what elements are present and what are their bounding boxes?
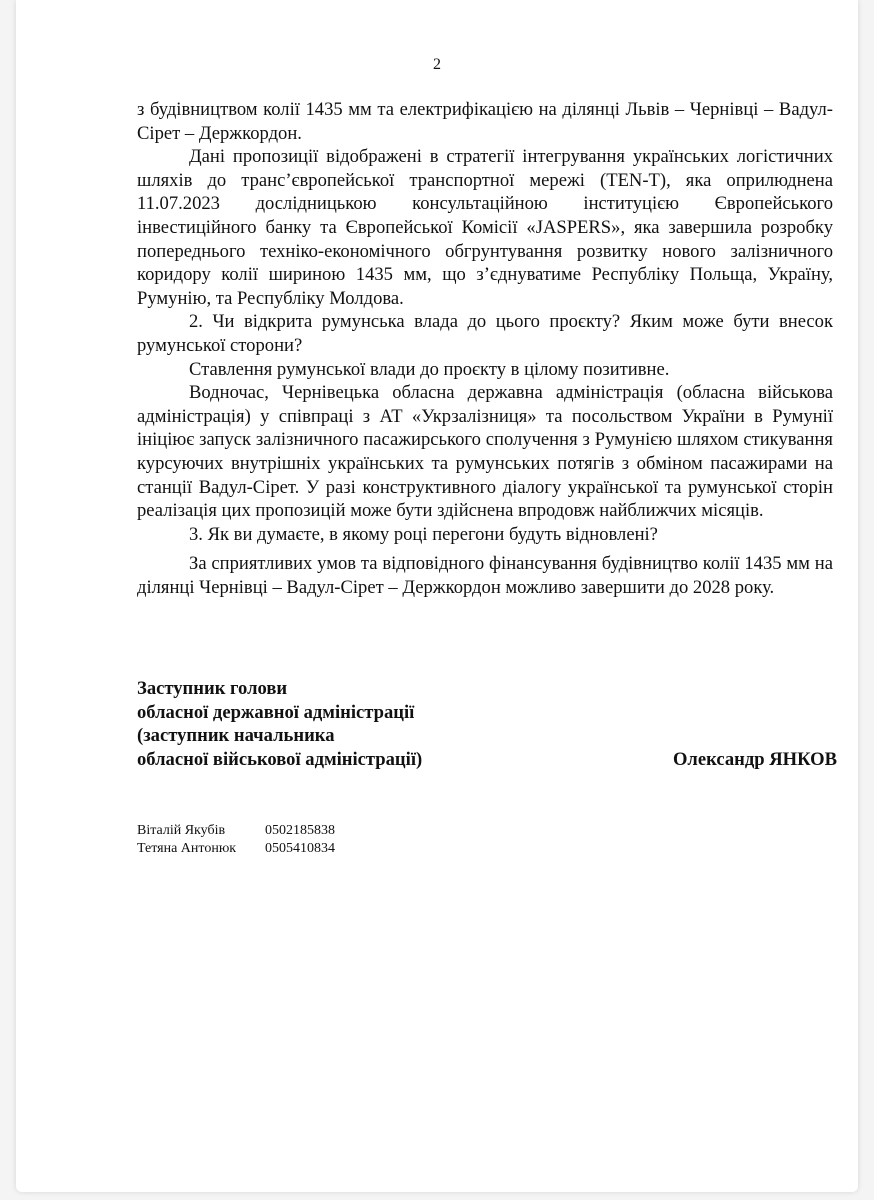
question-paragraph: 2. Чи відкрита румунська влада до цього проєкту? Яким може бути внесок румунської сторони? — [137, 311, 833, 356]
paragraph: з будівництвом колії 1435 мм та електрифікацією на ділянці Львів – Чернівці – Вадул-Сірет – Держкордон. — [137, 99, 833, 144]
signer-title-line: Заступник голови — [137, 678, 288, 699]
signer-title-line: обласної військової адміністрації) — [137, 748, 423, 770]
signer-title-line: обласної державної адміністрації — [137, 701, 415, 723]
paragraph: Ставлення румунської влади до проєкту в цілому позитивне. — [189, 358, 670, 380]
paragraph: Дані пропозиції відображені в стратегії інтегрування українських логістичних шляхів до транс’європейської транспортної мережі (TEN-T), яка оприлюднена 11.07.2023 дослідницькою консультаційною інституцією Європейського інвестиційного банку та Європейської Комісії «JASPERS», яка завершила розробку попереднього техніко-економічного обгрунтування розвитку нового залізничного коридору колії шириною 1435 мм, що з’єднуватиме Республіку Польща, Україну, Румунію, та Республіку Молдова. — [137, 146, 833, 309]
page-number: 2 — [433, 56, 441, 73]
contact-name: Віталій Якубів — [137, 823, 226, 838]
contacts-block — [137, 822, 335, 858]
paragraph: За сприятливих умов та відповідного фінансування будівництво колії 1435 мм на ділянці Чернівці – Вадул-Сірет – Держкордон можливо завершити до 2028 року. — [137, 553, 833, 598]
contact-name: Тетяна Антонюк — [137, 841, 237, 856]
question-paragraph: 3. Як ви думаєте, в якому році перегони будуть відновлені? — [189, 523, 658, 545]
contact-row — [137, 822, 335, 840]
contact-phone: 0502185838 — [265, 823, 335, 838]
signer-name: Олександр ЯНКОВ — [672, 748, 837, 770]
document-page — [16, 0, 858, 1192]
document-body — [137, 98, 833, 599]
paragraph: Водночас, Чернівецька обласна державна адміністрація (обласна військова адміністрація) у співпраці з АТ «Укрзалізниця» та посольством України в Румунії ініціює запуск залізничного пасажирського сполучення з Румунією шляхом стикування курсуючих внутрішніх українських та румунських потягів з обміном пасажирами на станції Вадул-Сірет. У разі конструктивного діалогу української та румунської сторін реалізація цих пропозицій може бути здійснена впродовж найближчих місяців. — [137, 382, 833, 522]
signature-block — [137, 677, 837, 771]
signer-title-line: (заступник начальника — [137, 725, 335, 747]
contact-phone: 0505410834 — [265, 841, 335, 856]
contact-row — [137, 840, 335, 858]
